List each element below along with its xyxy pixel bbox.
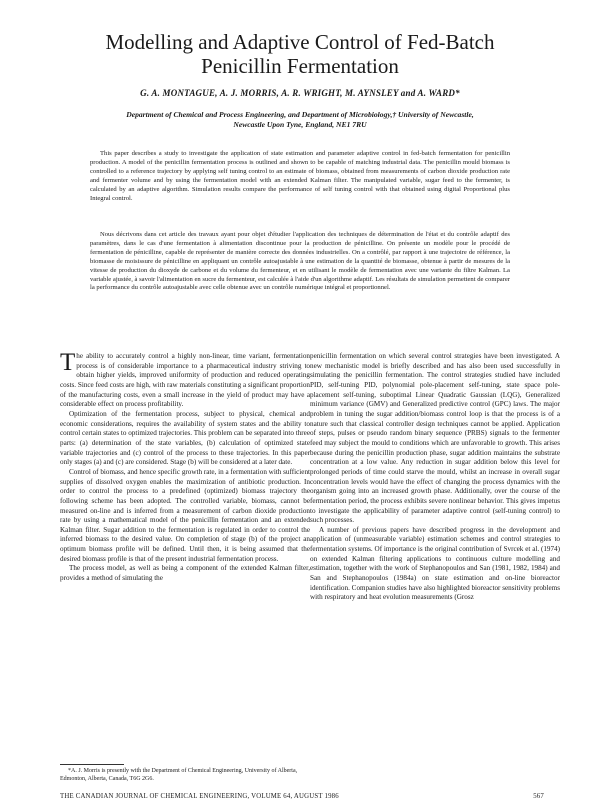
affiliation-line-2: Newcastle Upon Tyne, England, NE1 7RU	[233, 120, 367, 129]
body-paragraph: Control of biomass, and hence specific growth rate, in a fermentation with sufficient supplies of dissolved oxygen enables the maximization of antibiotic production. In order to control the process to a predefined (optimized) biomass trajectory the following scheme has been adopted. The controlled variable, biomass, cannot be measured on-line and is inferred from a measurement of carbon dioxide production rate by using a mathematical model of the penicillin fermentation and an extended Kalman filter. Sugar addition to the fermentation is regulated in order to control the inferred biomass to the desired value. On completion of stage (b) of the project an optimum biomass profile will be defined. Until then, it is being assumed that the desired biomass profile is that of the present industrial fermentation process.	[60, 467, 310, 563]
body-paragraph: Optimization of the fermentation process, subject to physical, chemical and economic considerations, requires the availability of system states and the ability to control certain states to optimized trajectories. This problem can be separated into three parts: (a) determination of the state variables, (b) calculation of optimized state variable trajectories and (c) control of the process to these trajectories. In this paper only stages (a) and (c) are considered. Stage (b) will be considered at a later date.	[60, 409, 310, 467]
body-column-left	[60, 349, 310, 584]
body-paragraph: penicillin fermentation on which several control strategies have been investigated. A new mechanistic model is briefly described and has also been used successfully in simulating the penicillin fermentation. The control strategies studied have included PID, self-tuning PID, polynomial pole-placement self-tuning, state space pole-placement self-tuning, suboptimal Linear Quadratic Gaussian (LQG), Generalized minimum variance (GMV) and Generalized predictive control (GPC) laws. The major problem in tuning the sugar addition/biomass control loop is that the process is of a nature such that classical controller design techniques cannot be applied. Application of steps, pulses or pseudo random binary sequence (PRBS) signals to the fermenter feed may subject the mould to conditions which are unfavorable to growth. This arises because during the penicillin production phase, sugar addition maintains the substrate concentration at a low value. Any reduction in sugar addition below this level for prolonged periods of time could starve the mould, whilst an increase in overall sugar concentration levels would have the effect of changing the process dynamics with the organism going into an increased growth phase. Additionally, over the course of the fermentation period, the process exhibits severe nonlinear behavior. This gives impetus to investigate the applicability of parameter adaptive control (self-tuning control) to such processes.	[310, 352, 560, 525]
body-column-right	[310, 352, 560, 603]
affiliation-line-1: Department of Chemical and Process Engineering, and Department of Microbiology,† University of Newcastle,	[126, 110, 474, 119]
body-paragraph: The ability to accurately control a highly non-linear, time variant, fermentation process is of considerable importance to a pharmaceutical industry striving to obtain higher yields, improved uniformity of production and reduced operating costs. Since feed costs are high, with raw materials constituting a significant proportion of the manufacturing costs, even a small increase in the yield of product may have a considerable effect on process profitability.	[60, 349, 310, 409]
title-line-2: Penicillin Fermentation	[201, 54, 399, 78]
author-list: G. A. MONTAGUE, A. J. MORRIS, A. R. WRIGHT, M. AYNSLEY and A. WARD*	[140, 88, 460, 98]
affiliation	[70, 110, 530, 130]
footnote: *A. J. Morris is presently with the Department of Chemical Engineering, University of Alberta, Edmonton, Alberta, Canada, T6G 2G6.	[60, 768, 298, 782]
paper-title	[0, 30, 600, 78]
body-paragraph: A number of previous papers have described progress in the development and application of (unmeasurable variable) estimation schemes and control strategies to fermentation systems. Of importance is the original contribution of Svrcek et al. (1974) on extended Kalman filtering applications to continuous culture modelling and estimation, together with the work of Stephanopoulos and San (1981, 1982, 1984) and San and Stephanopoulos (1984a) on state estimation and on-line bioreactor identification. Companion studies have also highlighted bioreactor sensitivity problems with respiratory and heat evolution measurements (Grosz	[310, 525, 560, 602]
body-paragraph: The process model, as well as being a component of the extended Kalman filter, provides a method of simulating the	[60, 564, 310, 583]
abstract-english: This paper describes a study to investigate the application of state estimation and parameter adaptive control in fed-batch fermentation for penicillin production. A model of the penicillin fermentation process is outlined and shown to be capable of matching industrial data. The penicillin mould biomass is controlled to a reference trajectory by applying self tuning control to an estimate of biomass, obtained from measurements of carbon dioxide production rate and fermenter volume and by using the fermentation model with an extended Kalman filter. The manipulated variable, sugar feed to the fermenter, is calculated by an adaptive algorithm. Simulation results compare the performance of self tuning control with that obtained using digital Proportional plus Integral control.	[90, 150, 510, 202]
page-number: 567	[533, 793, 544, 800]
journal-citation: THE CANADIAN JOURNAL OF CHEMICAL ENGINEERING, VOLUME 64, AUGUST 1986	[60, 793, 339, 800]
abstract-french: Nous décrivons dans cet article des travaux ayant pour objet d'étudier l'application des techniques de détermination de l'état et du contrôle adaptif des paramètres, dans le cas d'une fermentation à alimentation discontinue pour la production de pénicilline. On présente un modèle pour le procédé de fermentation de pénicilline, capable de représenter de manière correcte des données industrielles. On a contrôlé, par rapport à une trajectoire de référence, la biomasse de moisissure de pénicilline en appliquant un contrôle autoajustable à une estimation de la quantité de biomasse, obtenue à partir de mesures de la vitesse de production du dioxyde de carbone et du volume du fermenteur, et en utilisant le modèle de fermentation avec une variante du filtre Kalman. La variable ajustée, à savoir l'alimentation en sucre du fermenteur, est calculée à l'aide d'un algorithme adaptif. Les résultats de simulation permettent de comparer la performance du contrôle autoajustable avec celle obtenue avec un contrôle numérique intégral et proportionnel.	[90, 231, 510, 292]
title-line-1: Modelling and Adaptive Control of Fed-Batch	[105, 30, 495, 54]
page-footer	[60, 793, 544, 800]
footnote-divider	[60, 764, 124, 765]
